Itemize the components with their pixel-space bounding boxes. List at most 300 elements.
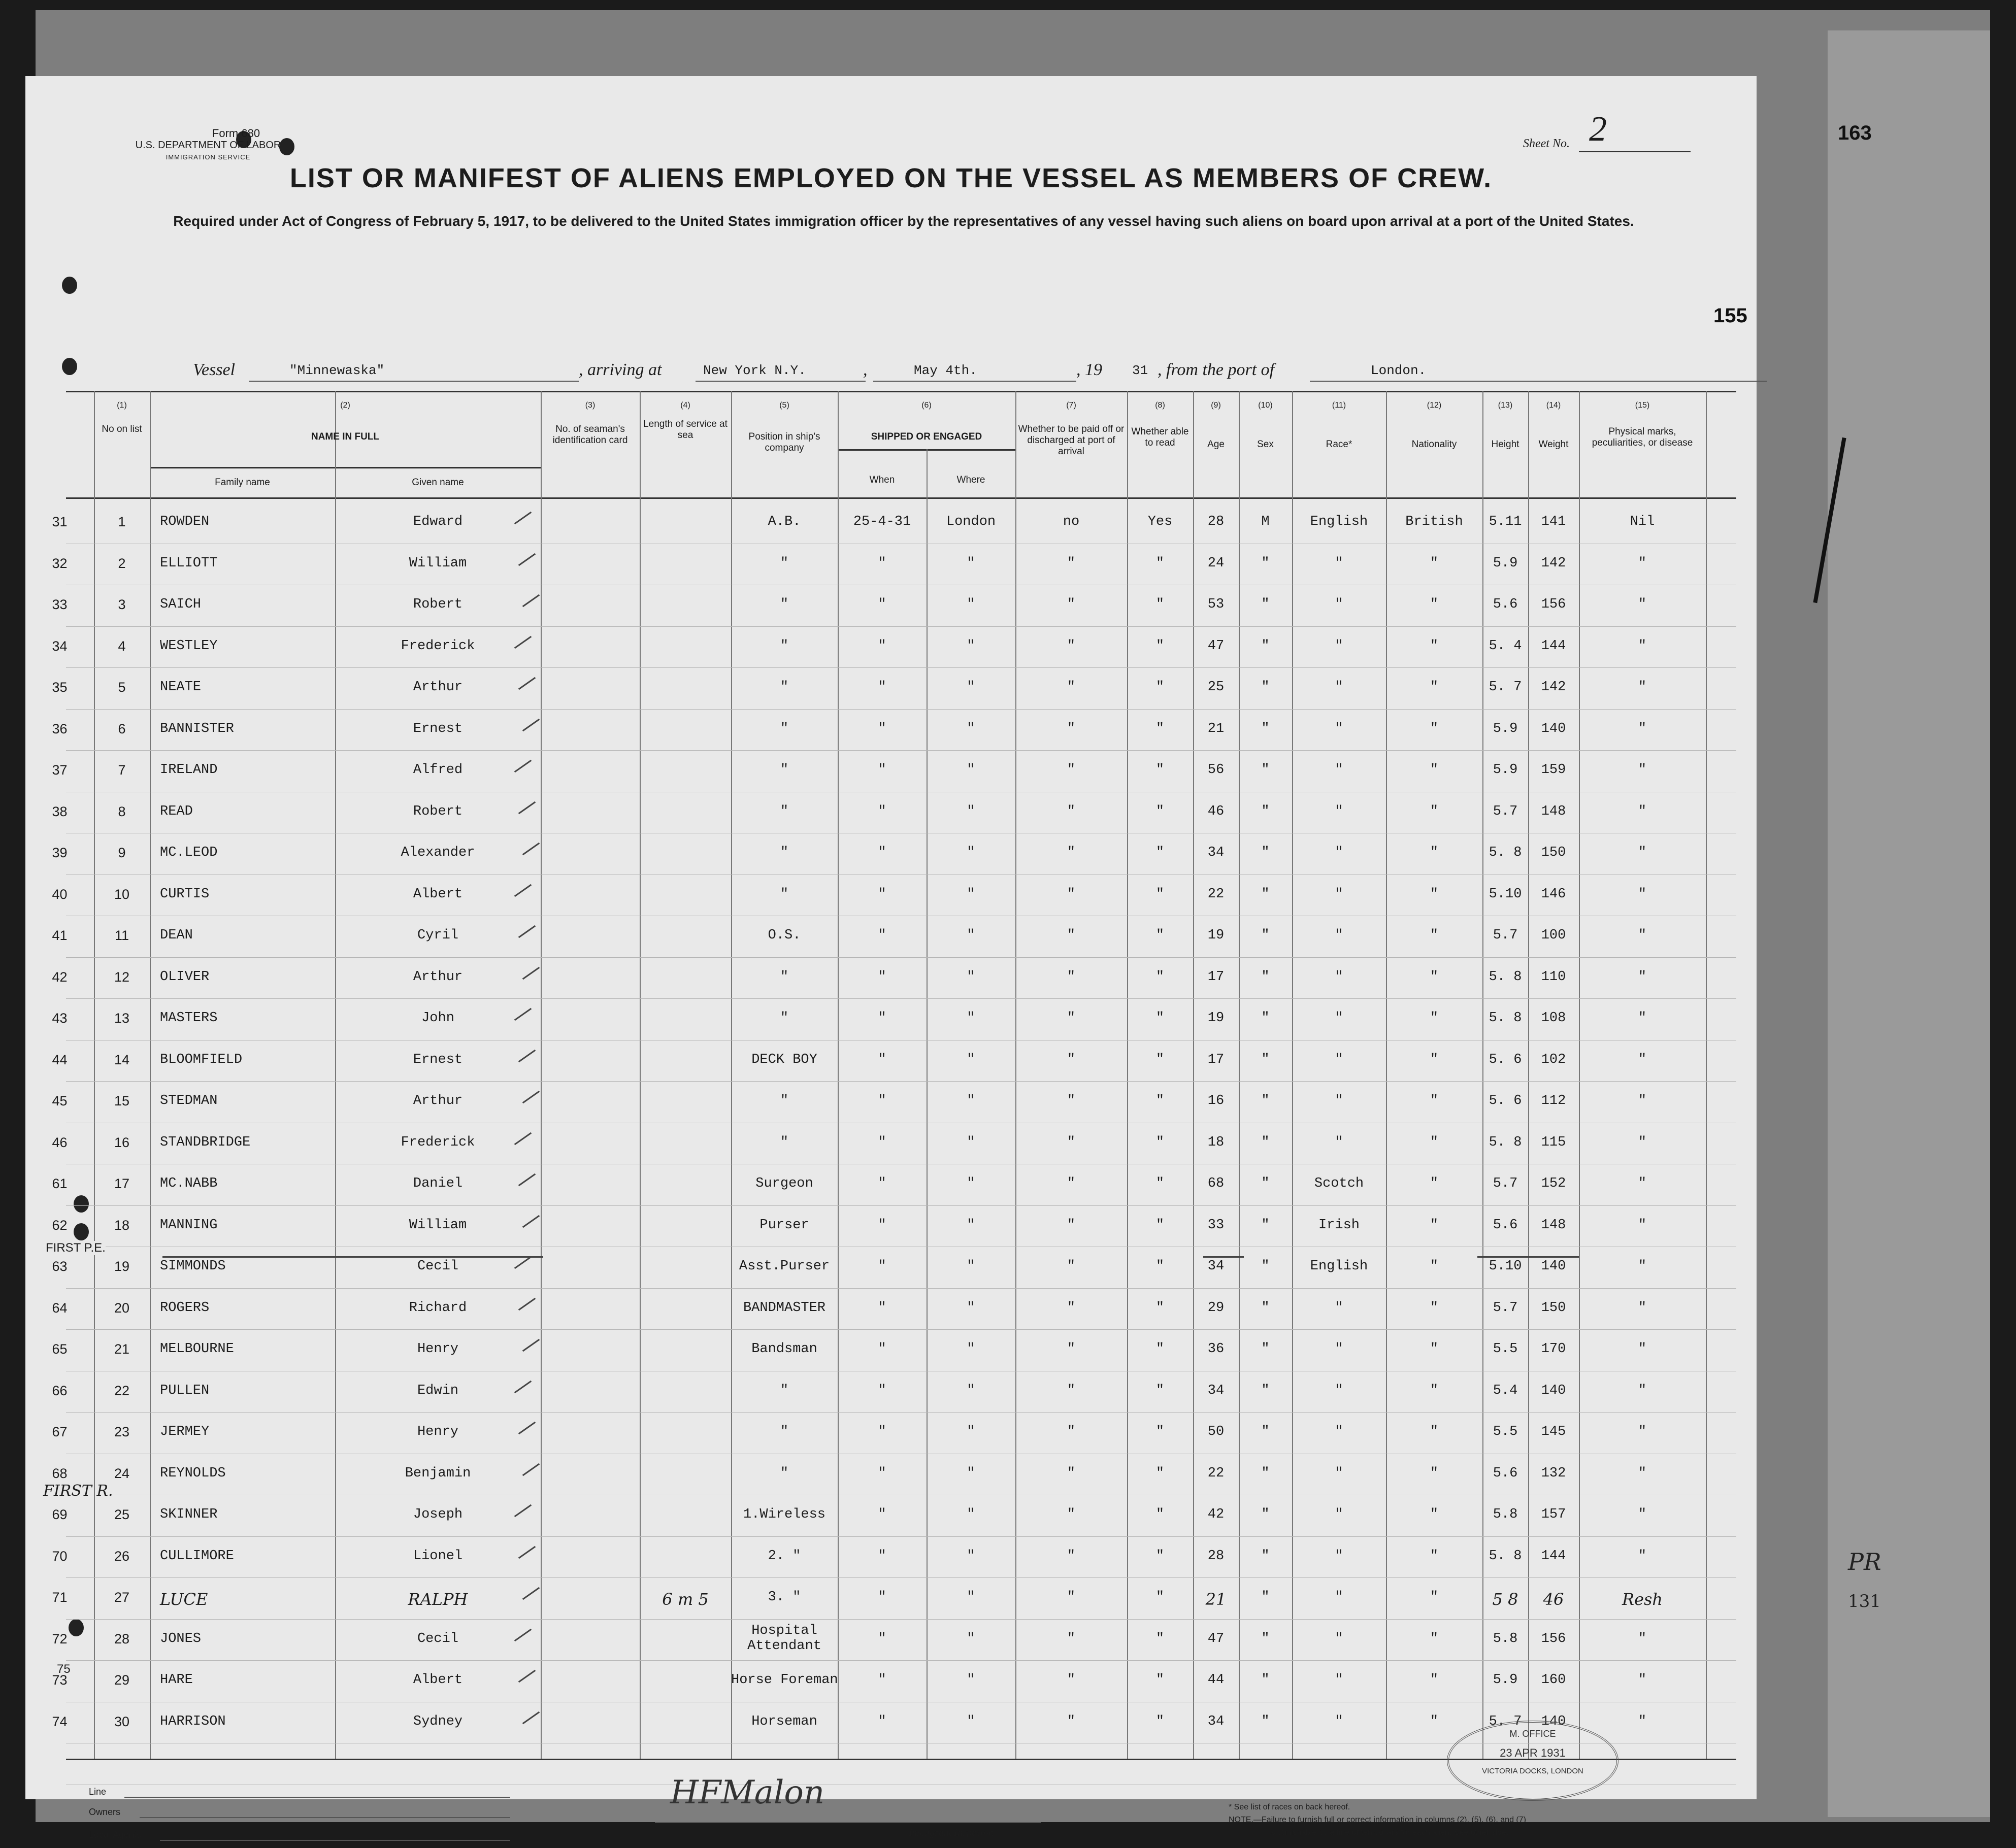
cell-nat: " [1430,1300,1439,1316]
cell-position: Horseman [751,1713,817,1729]
cell-position: " [780,1383,789,1398]
cell-when: " [878,1548,886,1564]
cell-margin: 71 [52,1590,68,1605]
age-strikethrough [1203,1256,1244,1258]
cell-age: 33 [1207,1217,1225,1233]
pr-number: 131 [1848,1591,1881,1611]
cell-marks: " [1638,1176,1647,1191]
cell-given: Robert [413,803,463,819]
cell-given: Benjamin [405,1465,471,1481]
col-number: (12) [1427,401,1442,410]
cell-no: 5 [118,680,126,695]
cell-weight: 142 [1541,680,1566,695]
cell-nat: " [1430,1217,1439,1233]
cell-nat: " [1430,1590,1439,1605]
cell-where: " [967,1300,975,1316]
cell-where: " [967,1465,975,1481]
col-number: (5) [779,401,789,410]
cell-when: " [878,1424,886,1439]
cell-marks: " [1638,1465,1647,1481]
pr-annotation: PR [1848,1548,1881,1575]
cell-nat: " [1430,1631,1439,1647]
agents-label: Local Agents [89,1830,142,1840]
cell-family: OLIVER [160,969,210,985]
sheet-number-line [1579,151,1691,152]
cell-when: " [878,680,886,695]
signature-rule [655,1822,1041,1823]
cell-given: Edward [413,514,463,529]
cell-margin: 65 [52,1341,68,1357]
cell-where: " [967,1672,975,1688]
cell-when: " [878,1341,886,1357]
stamp-top-text: M. OFFICE [1509,1729,1556,1739]
cell-race: " [1335,928,1343,943]
cell-where: " [967,1093,975,1108]
cell-when: " [878,928,886,943]
cell-nat: " [1430,1507,1439,1522]
cell-position: Bandsman [751,1341,817,1357]
cell-when: " [878,803,886,819]
cell-age: 19 [1207,1011,1225,1026]
col-number: (14) [1546,401,1561,410]
cell-no: 22 [114,1383,130,1398]
cell-read: " [1155,680,1165,695]
cell-weight: 140 [1541,1259,1566,1274]
arriving-port: New York N.Y. [703,363,806,378]
cell-margin: 39 [52,845,68,860]
cell-paid: " [1067,1383,1076,1398]
cell-where: " [967,1052,975,1067]
cell-sex: " [1261,1548,1270,1564]
cell-nat: " [1430,1011,1439,1026]
cell-position: " [780,1134,789,1150]
cell-no: 16 [114,1134,130,1150]
cell-marks: Resh [1622,1590,1663,1609]
cell-nat: " [1430,1176,1439,1191]
cell-sex: " [1261,555,1270,571]
cell-age: 68 [1207,1176,1225,1191]
cell-no: 12 [114,969,130,985]
cell-no: 28 [114,1631,130,1647]
cell-position: 2. " [768,1548,801,1564]
cell-margin: 42 [52,969,68,985]
cell-weight: 140 [1541,1383,1566,1398]
cell-race: " [1335,1383,1343,1398]
cell-weight: 142 [1541,555,1566,571]
cell-where: " [967,1134,975,1150]
cell-given: Richard [409,1300,467,1316]
cell-weight: 112 [1541,1093,1566,1108]
header-seaman-id: No. of seaman's identification card [552,424,628,446]
side-number-stamp: 155 [1713,305,1747,327]
cell-sex: " [1261,1341,1270,1357]
cell-position: " [780,1424,789,1439]
cell-race: " [1335,1300,1343,1316]
margin-number-75: 75 [57,1662,71,1676]
cell-where: " [967,638,975,654]
owners-label: Owners [89,1807,121,1817]
cell-given: William [409,555,467,571]
cell-sex: " [1261,1011,1270,1026]
cell-height: 5.6 [1493,1217,1518,1233]
header-marks: Physical marks, peculiarities, or disease [1592,426,1693,448]
cell-paid: " [1067,1631,1076,1647]
cell-age: 47 [1207,1631,1225,1647]
row-rule [66,1412,1736,1413]
cell-no: 14 [114,1052,130,1067]
cell-race: " [1335,1507,1343,1522]
cell-height: 5.10 [1489,1259,1522,1274]
cell-height: 5. 7 [1489,680,1522,695]
cell-paid: " [1067,1134,1076,1150]
cell-margin: 61 [52,1176,68,1191]
cell-race: " [1335,845,1343,860]
cell-weight: 144 [1541,638,1566,654]
cell-paid: " [1067,1176,1076,1191]
date-line [873,381,1076,382]
cell-family: SIMMONDS [160,1259,226,1274]
cell-family: IRELAND [160,762,218,778]
cell-where: " [967,597,975,612]
cell-when: " [878,1052,886,1067]
punch-hole [62,358,77,375]
cell-family: CURTIS [160,886,210,902]
penalty-note-2: is punishable by a fine of ten dollars for each alien. See other side. [1269,1828,1509,1837]
cell-position: " [780,597,789,612]
cell-margin: 33 [52,597,68,612]
cell-paid: " [1067,1259,1076,1274]
cell-family: HARE [160,1672,193,1688]
cell-age: 21 [1207,721,1225,736]
cell-race: " [1335,886,1343,902]
cell-nat: " [1430,762,1439,778]
cell-sex: " [1261,1424,1270,1439]
cell-no: 27 [114,1590,130,1605]
cell-position: " [780,1011,789,1026]
cell-race: " [1335,1631,1343,1647]
cell-family: ROWDEN [160,514,210,529]
cell-nat: " [1430,1548,1439,1564]
cell-given: Albert [413,886,463,902]
from-port: London. [1371,363,1427,378]
cell-marks: " [1638,1631,1647,1647]
cell-when: " [878,638,886,654]
col-number: (9) [1211,401,1221,410]
cell-margin: 64 [52,1300,68,1316]
vessel-name: "Minnewaska" [289,363,385,378]
from-label: , from the port of [1158,360,1275,379]
cell-nat: " [1430,1093,1439,1108]
cell-given: Edwin [417,1383,458,1398]
cell-nat: " [1430,1465,1439,1481]
cell-no: 26 [114,1548,130,1564]
cell-no: 11 [114,928,129,943]
cell-when: " [878,886,886,902]
cell-sex: " [1261,886,1270,902]
cell-sex: " [1261,1465,1270,1481]
cell-height: 5.7 [1493,803,1518,819]
inspector-label: Immigrant Inspector. [909,1827,994,1838]
cell-read: " [1155,1383,1165,1398]
row-rule [66,998,1736,999]
cell-family: STEDMAN [160,1093,218,1108]
cell-where: " [967,1383,975,1398]
cell-weight: 108 [1541,1011,1566,1026]
cell-height: 5.9 [1493,555,1518,571]
cell-height: 5.10 [1489,886,1522,902]
cell-age: 29 [1207,1300,1225,1316]
cell-when: " [878,1507,886,1522]
col-number: (11) [1332,401,1346,410]
cell-read: " [1155,597,1165,612]
cell-marks: " [1638,1093,1647,1108]
cell-race: " [1335,762,1343,778]
cell-length: 6 m 5 [662,1590,709,1609]
cell-marks: " [1638,1672,1647,1688]
header-weight: Weight [1538,439,1569,450]
inspector-signature: HFMalon [670,1774,825,1811]
cell-weight: 140 [1541,721,1566,736]
cell-no: 25 [114,1507,130,1522]
cell-nat: " [1430,1134,1439,1150]
cell-read: " [1155,1341,1165,1357]
cell-weight: 115 [1541,1134,1566,1150]
cell-paid: " [1067,1217,1076,1233]
cell-marks: " [1638,969,1647,985]
cell-marks: " [1638,1341,1647,1357]
row-rule [66,626,1736,627]
col-divider [1706,391,1707,1759]
header-height: Height [1491,439,1519,450]
cell-height: 5.7 [1493,1176,1518,1191]
from-port-line [1310,381,1767,382]
service-name: IMMIGRATION SERVICE [166,153,251,161]
cell-family: BLOOMFIELD [160,1052,243,1067]
cell-given: William [409,1217,467,1233]
cell-paid: " [1067,1507,1076,1522]
cell-age: 22 [1207,886,1225,902]
cell-nat: " [1430,1341,1439,1357]
cell-no: 29 [114,1672,130,1688]
punch-hole [62,277,77,294]
cell-margin: 72 [52,1631,68,1647]
cell-margin: 32 [52,555,68,571]
cell-race: " [1335,638,1343,654]
cell-read: " [1155,1713,1165,1729]
cell-family: JONES [160,1631,202,1647]
cell-family: MANNING [160,1217,218,1233]
cell-height: 5. 8 [1489,1134,1522,1150]
cell-marks: " [1638,597,1647,612]
cell-paid: " [1067,1713,1076,1729]
agents-rule [160,1840,510,1841]
header-position: Position in ship's company [748,431,820,453]
manifest-sheet [25,76,1757,1840]
cell-given: Alexander [401,845,475,860]
cell-given: RALPH [408,1590,468,1609]
cell-paid: " [1067,1093,1076,1108]
cell-read: " [1155,1011,1165,1026]
cell-margin: 34 [52,638,68,654]
row-rule [66,1577,1736,1578]
cell-nat: " [1430,1052,1439,1067]
cell-age: 24 [1207,555,1225,571]
cell-height: 5. 8 [1489,1011,1522,1026]
cell-where: " [967,555,975,571]
cell-given: Frederick [401,638,475,654]
page-subtitle: Required under Act of Congress of February 5, 1917, to be delivered to the United States immigration officer by the representatives of any vessel having such aliens on board upon arrival at a port of the United States. [173,213,1634,229]
cell-no: 3 [118,597,126,612]
cell-when: " [878,1631,886,1647]
cell-weight: 150 [1541,845,1566,860]
cell-read: Yes [1147,514,1173,529]
cell-sex: " [1261,721,1270,736]
cell-nat: " [1430,803,1439,819]
cell-read: " [1155,721,1165,736]
cell-race: " [1335,597,1343,612]
cell-position: " [780,555,789,571]
cell-given: John [421,1011,454,1026]
page-title: LIST OR MANIFEST OF ALIENS EMPLOYED ON THE VESSEL AS MEMBERS OF CREW. [289,163,1493,193]
cell-height: 5.8 [1493,1631,1518,1647]
cell-given: Cecil [417,1259,458,1274]
cell-weight: 145 [1541,1424,1566,1439]
cell-margin: 44 [52,1052,68,1067]
cell-when: " [878,1259,886,1274]
cell-height: 5.6 [1493,1465,1518,1481]
cell-given: Arthur [413,680,463,695]
cell-family: CULLIMORE [160,1548,234,1564]
cell-paid: " [1067,1672,1076,1688]
cell-height: 5.9 [1493,762,1518,778]
cell-given: Daniel [413,1176,463,1191]
first-pe-note: FIRST P.E. [46,1241,106,1255]
col-number: (3) [585,401,596,410]
row-strikethrough [162,1256,543,1258]
office-stamp [1447,1721,1618,1801]
cell-position: " [780,638,789,654]
cell-sex: " [1261,1631,1270,1647]
cell-paid: " [1067,886,1076,902]
cell-sex: " [1261,1134,1270,1150]
cell-margin: 63 [52,1259,68,1274]
cell-no: 18 [114,1217,130,1233]
cell-weight: 100 [1541,928,1566,943]
col-number: (7) [1066,401,1076,410]
cell-when: " [878,1176,886,1191]
cell-age: 17 [1207,1052,1225,1067]
cell-age: 16 [1207,1093,1225,1108]
sheet-label: Sheet No. [1523,137,1570,150]
cell-margin: 67 [52,1424,68,1439]
cell-no: 15 [114,1093,130,1108]
cell-family: MELBOURNE [160,1341,234,1357]
cell-read: " [1155,969,1165,985]
cell-position: " [780,721,789,736]
header-race: Race* [1326,439,1352,450]
cell-where: " [967,762,975,778]
cell-marks: " [1638,803,1647,819]
cell-family: READ [160,803,193,819]
races-note: * See list of races on back hereof. [1229,1803,1350,1811]
cell-nat: British [1405,514,1463,529]
cell-paid: " [1067,638,1076,654]
cell-position: 3. " [768,1590,801,1605]
cell-age: 19 [1207,928,1225,943]
cell-where: " [967,969,975,985]
first-r-note: FIRST R. [43,1482,113,1500]
cell-paid: " [1067,680,1076,695]
cell-margin: 73 [52,1672,68,1688]
cell-sex: " [1261,1507,1270,1522]
year-suffix: 31 [1132,363,1148,378]
cell-nat: " [1430,1424,1439,1439]
row-rule [66,1660,1736,1661]
cell-age: 34 [1207,1259,1225,1274]
cell-family: HARRISON [160,1713,226,1729]
col-number: (8) [1155,401,1165,410]
cell-age: 44 [1207,1672,1225,1688]
cell-margin: 70 [52,1548,68,1564]
cell-no: 17 [114,1176,130,1191]
row-rule [66,1081,1736,1082]
cell-marks: " [1638,1424,1647,1439]
cell-nat: " [1430,1259,1439,1274]
header-sex: Sex [1257,439,1274,450]
cell-race: English [1310,514,1368,529]
cell-race: " [1335,1672,1343,1688]
header-when: When [869,475,895,485]
cell-nat: " [1430,1672,1439,1688]
cell-paid: " [1067,1052,1076,1067]
cell-family: MASTERS [160,1011,218,1026]
cell-read: " [1155,1424,1165,1439]
cell-age: 53 [1207,597,1225,612]
cell-read: " [1155,803,1165,819]
cell-no: 21 [114,1341,130,1357]
cell-height: 5.7 [1493,928,1518,943]
cell-when: 25-4-31 [853,514,911,529]
cell-where: " [967,928,975,943]
cell-when: " [878,1217,886,1233]
cell-sex: " [1261,969,1270,985]
cell-given: Ernest [413,721,463,736]
cell-margin: 35 [52,680,68,695]
year-prefix: , 19 [1076,360,1102,379]
cell-position: " [780,762,789,778]
cell-family: STANDBRIDGE [160,1134,251,1150]
cell-read: " [1155,555,1165,571]
cell-no: 9 [118,845,126,860]
cell-where: " [967,1011,975,1026]
cell-margin: 69 [52,1507,68,1522]
arriving-label: , arriving at [579,360,662,379]
cell-weight: 148 [1541,803,1566,819]
department-name: U.S. DEPARTMENT OF LABOR [135,140,281,151]
cell-marks: " [1638,1300,1647,1316]
cell-marks: " [1638,1134,1647,1150]
name-subheader-border [150,467,541,468]
cell-position: O.S. [768,928,801,943]
cell-position: " [780,680,789,695]
cell-family: NEATE [160,680,202,695]
cell-sex: " [1261,845,1270,860]
cell-position: BANDMASTER [743,1300,826,1316]
cell-height: 5.9 [1493,1672,1518,1688]
cell-read: " [1155,1093,1165,1108]
cell-position: Surgeon [755,1176,813,1191]
cell-marks: " [1638,1052,1647,1067]
